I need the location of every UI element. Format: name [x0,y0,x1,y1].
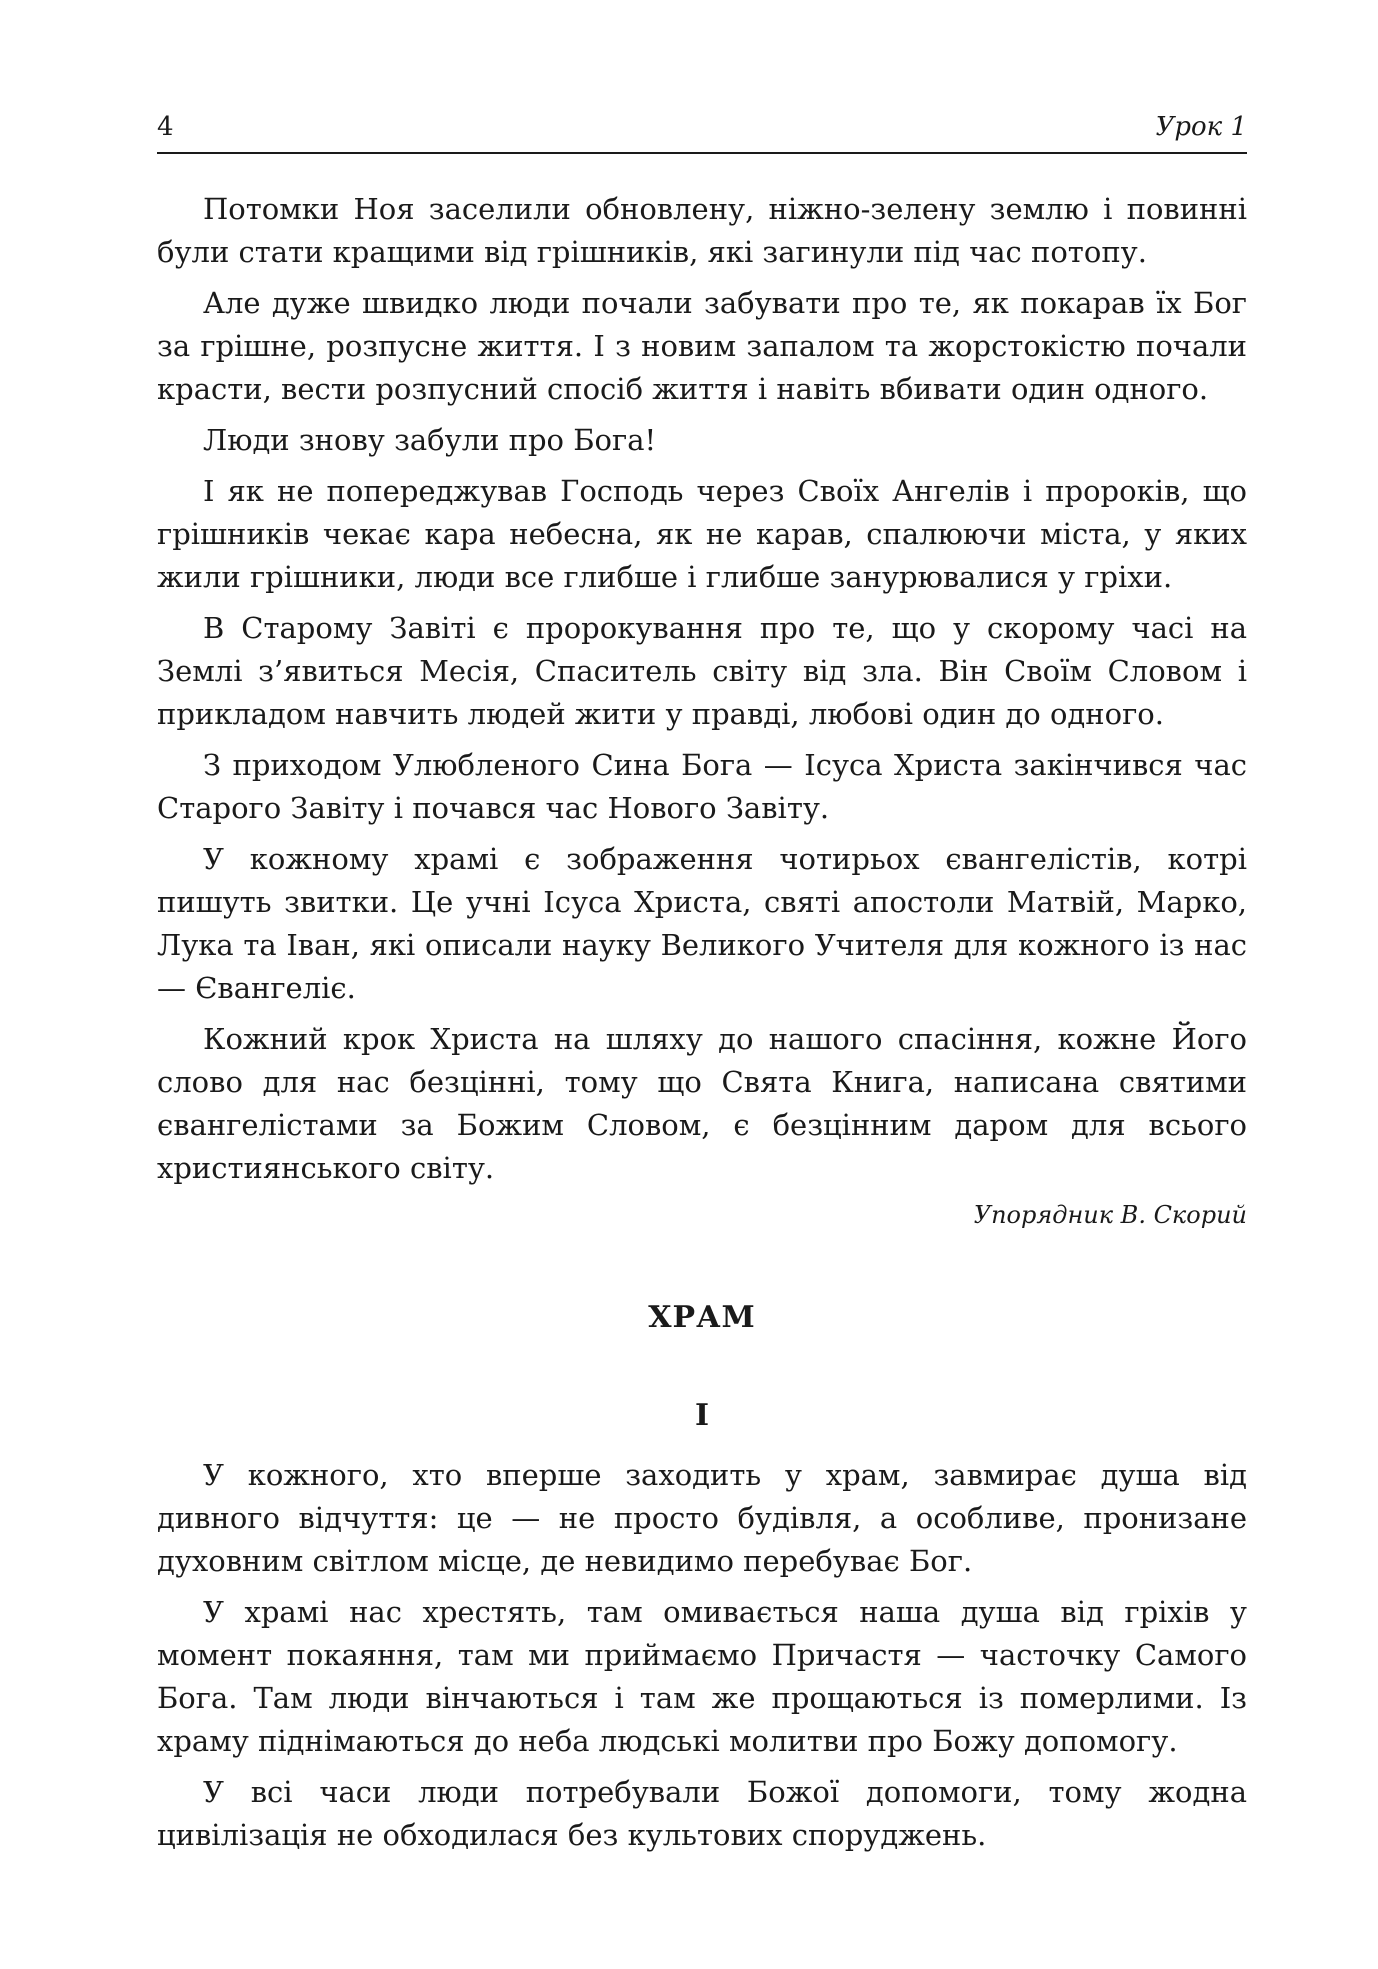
paragraph: Кожний крок Христа на шляху до нашого спасіння, кожне Його слово для нас безцінні, тому що Свята Книга, написана святими євангелістами за Божим Словом, є безцінним даром для всього християнського світу. [157,1022,1247,1185]
paragraph: Потомки Ноя заселили обновлену, ніжно-зелену землю і повинні були стати кращими від грішників, які загинули під час потопу. [157,192,1247,269]
page [157,112,1247,1865]
paragraph: У всі часи люди потребували Божої допомоги, тому жодна цивілізація не обходилася без культових споруджень. [157,1775,1247,1852]
paragraph: У кожному храмі є зображення чотирьох євангелістів, котрі пишуть звитки. Це учні Ісуса Христа, святі апостоли Матвій, Марко, Лука та Іван, які описали науку Великого Учителя для кожного із нас — Євангеліє. [157,842,1247,1005]
paragraph: Але дуже швидко люди почали забувати про те, як покарав їх Бог за грішне, розпусне життя. І з новим запалом та жорстокістю почали красти, вести розпусний спосіб життя і навіть вбивати один одного. [157,286,1247,406]
chapter-label: Урок 1 [1155,112,1247,142]
paragraph: В Старому Завіті є пророкування про те, що у скорому часі на Землі з’явиться Месія, Спаситель світу від зла. Він Своїм Словом і прикладом навчить людей жити у правді, любові один до одного. [157,611,1247,731]
paragraph: У кожного, хто вперше заходить у храм, завмирає душа від дивного відчуття: це — не просто будівля, а особливе, пронизане духовним світлом місце, де невидимо перебуває Бог. [157,1458,1247,1578]
paragraph: У храмі нас хрестять, там омивається наша душа від гріхів у момент покаяння, там ми приймаємо Причастя — часточку Самого Бога. Там люди вінчаються і там же прощаються із померлими. Із храму піднімаються до неба людські молитви про Божу допомогу. [157,1595,1247,1758]
running-head [157,112,1247,154]
paragraph: Люди знову забули про Бога! [203,423,657,457]
paragraph: З приходом Улюбленого Сина Бога — Ісуса Христа закінчився час Старого Завіту і почався час Нового Завіту. [157,748,1247,825]
section-title: ХРАМ [648,1300,756,1335]
page-number: 4 [157,112,174,142]
author-signature: Упорядник В. Скорий [973,1201,1247,1229]
paragraph: І як не попереджував Господь через Своїх Ангелів і пророків, що грішників чекає кара небесна, як не карав, спалюючи міста, у яких жили грішники, люди все глибше і глибше занурювалися у гріхи. [157,474,1247,594]
section-number: I [694,1398,710,1433]
body-text [157,188,1247,1857]
